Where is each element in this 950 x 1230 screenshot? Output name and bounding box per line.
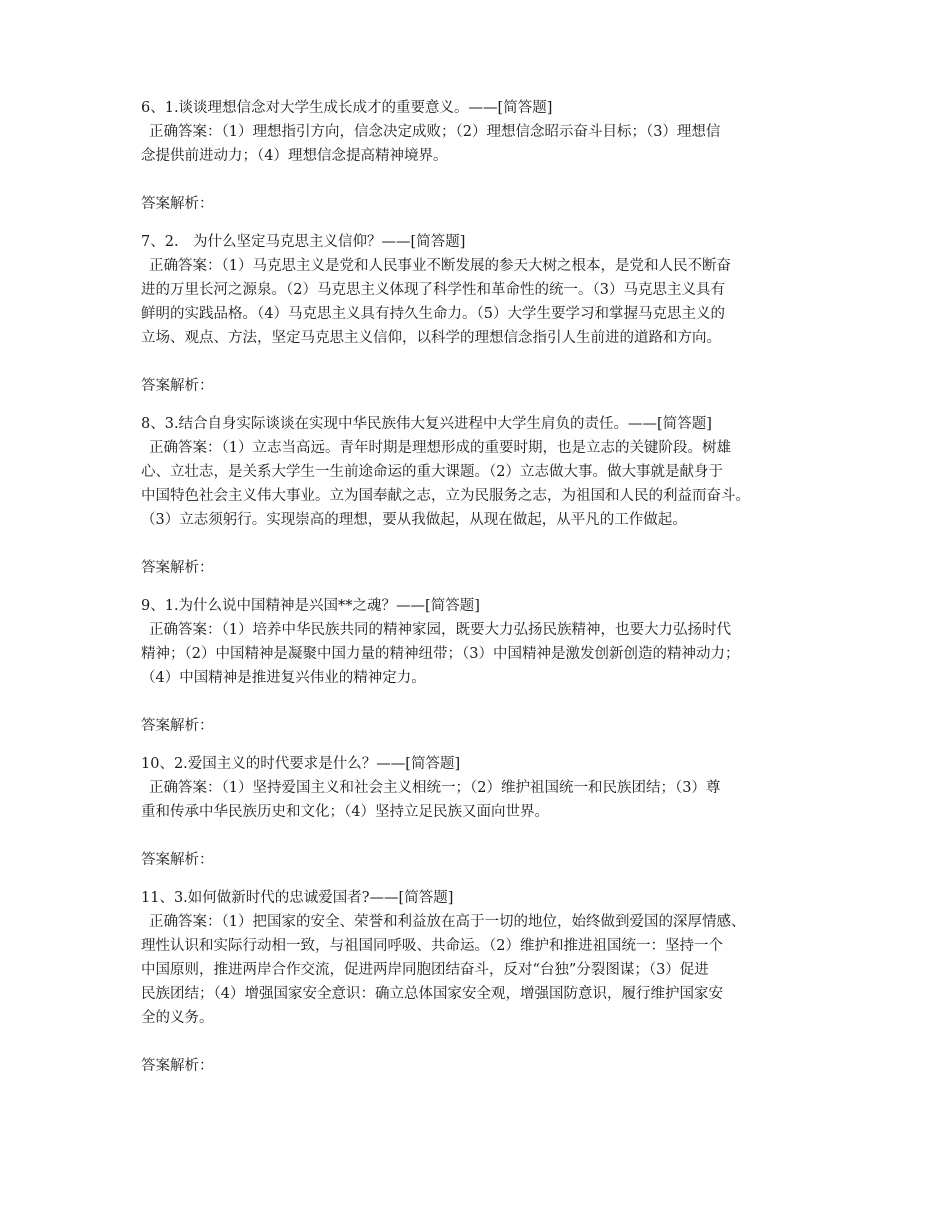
answer-line: 民族团结；（4）增强国家安全意识：确立总体国家安全观，增强国防意识，履行维护国家安: [141, 986, 723, 1002]
answer-analysis-label: 答案解析：: [141, 718, 214, 734]
answer-line: 重和传承中华民族历史和文化；（4）坚持立足民族又面向世界。: [141, 804, 549, 820]
answer-line: 正确答案：（1）坚持爱国主义和社会主义相统一；（2）维护祖国统一和民族团结；（3）尊: [149, 780, 721, 796]
answer-line: 中国原则，推进两岸合作交流，促进两岸同胞团结奋斗，反对“台独”分裂图谋；（3）促进: [141, 962, 709, 978]
answer-line: 鲜明的实践品格。（4）马克思主义具有持久生命力。（5）大学生要学习和掌握马克思主义的: [141, 306, 725, 322]
answer-line: 正确答案：（1）立志当高远。青年时期是理想形成的重要时期，也是立志的关键阶段。树雄: [149, 440, 731, 456]
answer-line: 中国特色社会主义伟大事业。立为国奉献之志，立为民服务之志，为祖国和人民的利益而奋斗。: [141, 488, 750, 504]
answer-analysis-label: 答案解析：: [141, 378, 214, 394]
answer-line: 全的义务。: [141, 1010, 214, 1026]
answer-line: （3）立志须躬行。实现崇高的理想，要从我做起，从现在做起，从平凡的工作做起。: [141, 512, 687, 528]
answer-analysis-label: 答案解析：: [141, 1058, 214, 1074]
answer-line: 理性认识和实际行动相一致，与祖国同呼吸、共命运。（2）维护和推进祖国统一：坚持一个: [141, 938, 723, 954]
answer-line: 立场、观点、方法，坚定马克思主义信仰，以科学的理想信念指引人生前进的道路和方向。: [141, 330, 721, 346]
question-10: [141, 752, 831, 872]
question-6: [141, 96, 831, 216]
question-title: 10、2.爱国主义的时代要求是什么？——[简答题]: [141, 756, 461, 772]
question-title: 6、1.谈谈理想信念对大学生成长成才的重要意义。——[简答题]: [141, 100, 553, 116]
answer-analysis-label: 答案解析：: [141, 852, 214, 868]
answer-line: 精神；（2）中国精神是凝聚中国力量的精神纽带；（3）中国精神是激发创新创造的精神动力；: [141, 646, 740, 662]
question-title: 7、2. 为什么坚定马克思主义信仰？——[简答题]: [141, 234, 466, 250]
answer-line: 心、立壮志，是关系大学生一生前途命运的重大课题。（2）立志做大事。做大事就是献身于: [141, 464, 723, 480]
answer-analysis-label: 答案解析：: [141, 196, 214, 212]
question-9: [141, 594, 831, 738]
answer-analysis-label: 答案解析：: [141, 560, 214, 576]
question-8: [141, 412, 831, 580]
question-11: [141, 886, 831, 1078]
question-7: [141, 230, 831, 398]
answer-line: 进的万里长河之源泉。（2）马克思主义体现了科学性和革命性的统一。（3）马克思主义具有: [141, 282, 725, 298]
question-title: 8、3.结合自身实际谈谈在实现中华民族伟大复兴进程中大学生肩负的责任。——[简答题]: [141, 416, 712, 432]
answer-line: 正确答案：（1）把国家的安全、荣誉和利益放在高于一切的地位，始终做到爱国的深厚情感、: [149, 914, 746, 930]
answer-line: 正确答案：（1）理想指引方向，信念决定成败；（2）理想信念昭示奋斗目标；（3）理想信: [149, 124, 721, 140]
answer-line: 正确答案：（1）马克思主义是党和人民事业不断发展的参天大树之根本，是党和人民不断奋: [149, 258, 731, 274]
document-page: [141, 96, 831, 1078]
answer-line: （4）中国精神是推进复兴伟业的精神定力。: [141, 670, 426, 686]
question-title: 11、3.如何做新时代的忠诚爱国者?——[简答题]: [141, 890, 454, 906]
answer-line: 正确答案：（1）培养中华民族共同的精神家园，既要大力弘扬民族精神，也要大力弘扬时代: [149, 622, 731, 638]
answer-line: 念提供前进动力；（4）理想信念提高精神境界。: [141, 148, 448, 164]
question-title: 9、1.为什么说中国精神是兴国**之魂？——[简答题]: [141, 598, 480, 614]
